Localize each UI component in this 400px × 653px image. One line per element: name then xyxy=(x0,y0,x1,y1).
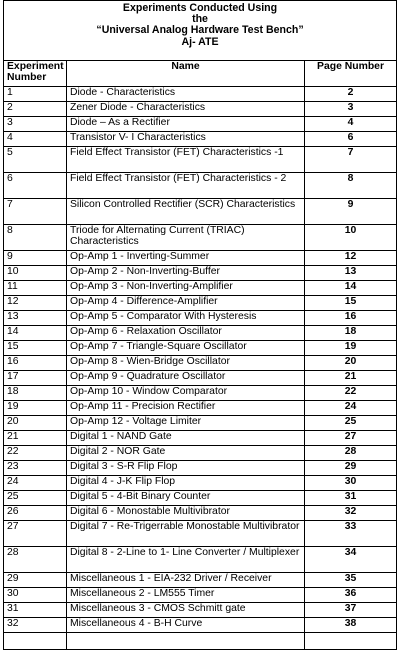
experiment-name-cell: Digital 1 - NAND Gate xyxy=(67,431,305,446)
experiment-name-cell: Miscellaneous 1 - EIA-232 Driver / Receiver xyxy=(67,573,305,588)
table-row xyxy=(4,476,397,491)
experiment-number-cell: 30 xyxy=(4,588,67,603)
experiment-number-cell: 22 xyxy=(4,446,67,461)
page-number-cell: 29 xyxy=(305,461,397,476)
experiment-name-cell: Op-Amp 5 - Comparator With Hysteresis xyxy=(67,311,305,326)
experiment-number-cell: 16 xyxy=(4,356,67,371)
table-row xyxy=(4,416,397,431)
table-row xyxy=(4,547,397,573)
table-row xyxy=(4,371,397,386)
page-number-cell: 21 xyxy=(305,371,397,386)
page-number-cell: 12 xyxy=(305,251,397,266)
table-row xyxy=(4,431,397,446)
experiment-name-cell: Op-Amp 3 - Non-Inverting-Amplifier xyxy=(67,281,305,296)
page-number-cell: 36 xyxy=(305,588,397,603)
table-row xyxy=(4,87,397,102)
experiment-number-cell: 12 xyxy=(4,296,67,311)
table-row xyxy=(4,311,397,326)
experiment-number-cell: 25 xyxy=(4,491,67,506)
page-number-cell: 13 xyxy=(305,266,397,281)
experiment-name-cell: Digital 3 - S-R Flip Flop xyxy=(67,461,305,476)
experiment-name-cell: Transistor V- I Characteristics xyxy=(67,132,305,147)
experiment-number-cell: 6 xyxy=(4,173,67,199)
experiment-number-cell: 2 xyxy=(4,102,67,117)
page-number-cell: 18 xyxy=(305,326,397,341)
experiment-number-cell: 11 xyxy=(4,281,67,296)
table-row xyxy=(4,117,397,132)
page-number-cell: 37 xyxy=(305,603,397,618)
experiments-table xyxy=(3,0,397,650)
experiment-name-cell: Op-Amp 7 - Triangle-Square Oscillator xyxy=(67,341,305,356)
experiment-name-cell: Miscellaneous 3 - CMOS Schmitt gate xyxy=(67,603,305,618)
experiment-number-cell: 19 xyxy=(4,401,67,416)
table-row xyxy=(4,132,397,147)
page-number-cell: 2 xyxy=(305,87,397,102)
page-number-cell: 33 xyxy=(305,521,397,547)
title-line: Aj- ATE xyxy=(181,35,219,48)
table-row xyxy=(4,386,397,401)
header-experiment-number: Experiment Number xyxy=(4,61,67,87)
experiment-name-cell: Zener Diode - Characteristics xyxy=(67,102,305,117)
empty-row xyxy=(4,633,397,650)
page-number-cell: 16 xyxy=(305,311,397,326)
experiment-number-cell: 8 xyxy=(4,225,67,251)
table-row xyxy=(4,281,397,296)
page-number-cell: 7 xyxy=(305,147,397,173)
table-row xyxy=(4,266,397,281)
page-number-cell: 30 xyxy=(305,476,397,491)
title-row xyxy=(4,1,397,61)
table-row xyxy=(4,521,397,547)
experiment-name-cell: Digital 7 - Re-Trigerrable Monostable Multivibrator xyxy=(67,521,305,547)
experiment-name-cell: Op-Amp 4 - Difference-Amplifier xyxy=(67,296,305,311)
page-number-cell: 24 xyxy=(305,401,397,416)
experiment-name-cell: Triode for Alternating Current (TRIAC) Characteristics xyxy=(67,225,305,251)
experiment-number-cell: 32 xyxy=(4,618,67,633)
table-row xyxy=(4,506,397,521)
page-number-cell: 38 xyxy=(305,618,397,633)
experiment-name-cell: Diode - Characteristics xyxy=(67,87,305,102)
experiment-name-cell: Digital 2 - NOR Gate xyxy=(67,446,305,461)
page-number-cell: 34 xyxy=(305,547,397,573)
experiment-number-cell: 24 xyxy=(4,476,67,491)
table-row xyxy=(4,341,397,356)
table-row xyxy=(4,199,397,225)
page-number-cell: 4 xyxy=(305,117,397,132)
experiment-name-cell: Op-Amp 9 - Quadrature Oscillator xyxy=(67,371,305,386)
table-row xyxy=(4,356,397,371)
experiment-name-cell: Op-Amp 6 - Relaxation Oscillator xyxy=(67,326,305,341)
header-name: Name xyxy=(67,61,305,87)
experiment-number-cell: 20 xyxy=(4,416,67,431)
experiment-number-cell: 15 xyxy=(4,341,67,356)
experiment-name-cell: Field Effect Transistor (FET) Characteristics -1 xyxy=(67,147,305,173)
page-number-cell: 31 xyxy=(305,491,397,506)
page-number-cell: 14 xyxy=(305,281,397,296)
table-row xyxy=(4,491,397,506)
experiment-number-cell: 10 xyxy=(4,266,67,281)
table-row xyxy=(4,461,397,476)
table-row xyxy=(4,618,397,633)
experiment-name-cell: Op-Amp 11 - Precision Rectifier xyxy=(67,401,305,416)
page-number-cell: 27 xyxy=(305,431,397,446)
table-row xyxy=(4,573,397,588)
experiment-number-cell: 3 xyxy=(4,117,67,132)
header-page-number: Page Number xyxy=(305,61,397,87)
title-line: “Universal Analog Hardware Test Bench” xyxy=(96,24,304,37)
experiment-name-cell: Digital 8 - 2-Line to 1- Line Converter / Multiplexer xyxy=(67,547,305,573)
experiment-number-cell: 27 xyxy=(4,521,67,547)
title-line: Experiments Conducted Using xyxy=(122,2,278,14)
experiment-number-cell: 31 xyxy=(4,603,67,618)
experiment-number-cell: 4 xyxy=(4,132,67,147)
experiment-name-cell: Miscellaneous 2 - LM555 Timer xyxy=(67,588,305,603)
page-number-cell: 19 xyxy=(305,341,397,356)
experiment-name-cell: Digital 4 - J-K Flip Flop xyxy=(67,476,305,491)
table-row xyxy=(4,225,397,251)
table-row xyxy=(4,102,397,117)
page-number-cell: 32 xyxy=(305,506,397,521)
experiment-name-cell: Op-Amp 2 - Non-Inverting-Buffer xyxy=(67,266,305,281)
experiment-number-cell: 28 xyxy=(4,547,67,573)
page-number-cell: 9 xyxy=(305,199,397,225)
table-row xyxy=(4,173,397,199)
page-number-cell: 6 xyxy=(305,132,397,147)
page-number-cell: 15 xyxy=(305,296,397,311)
experiment-name-cell: Op-Amp 10 - Window Comparator xyxy=(67,386,305,401)
experiment-number-cell: 21 xyxy=(4,431,67,446)
experiment-name-cell: Silicon Controlled Rectifier (SCR) Characteristics xyxy=(67,199,305,225)
table-row xyxy=(4,588,397,603)
table-row xyxy=(4,296,397,311)
experiment-name-cell: Digital 5 - 4-Bit Binary Counter xyxy=(67,491,305,506)
table-row xyxy=(4,326,397,341)
empty-cell xyxy=(4,633,67,650)
experiment-number-cell: 13 xyxy=(4,311,67,326)
experiment-name-cell: Op-Amp 8 - Wien-Bridge Oscillator xyxy=(67,356,305,371)
table-row xyxy=(4,446,397,461)
table-row xyxy=(4,147,397,173)
experiment-name-cell: Diode – As a Rectifier xyxy=(67,117,305,132)
experiment-number-cell: 18 xyxy=(4,386,67,401)
experiment-number-cell: 23 xyxy=(4,461,67,476)
experiment-number-cell: 5 xyxy=(4,147,67,173)
page-number-cell: 8 xyxy=(305,173,397,199)
experiment-name-cell: Op-Amp 12 - Voltage Limiter xyxy=(67,416,305,431)
page-number-cell: 22 xyxy=(305,386,397,401)
experiment-number-cell: 9 xyxy=(4,251,67,266)
table-row xyxy=(4,401,397,416)
page-number-cell: 3 xyxy=(305,102,397,117)
experiment-number-cell: 1 xyxy=(4,87,67,102)
experiment-name-cell: Miscellaneous 4 - B-H Curve xyxy=(67,618,305,633)
experiment-number-cell: 14 xyxy=(4,326,67,341)
page-number-cell: 10 xyxy=(305,225,397,251)
experiment-name-cell: Op-Amp 1 - Inverting-Summer xyxy=(67,251,305,266)
empty-cell xyxy=(305,633,397,650)
page-number-cell: 20 xyxy=(305,356,397,371)
page-number-cell: 25 xyxy=(305,416,397,431)
title-line: the xyxy=(192,13,208,26)
header-row xyxy=(4,61,397,87)
document-title xyxy=(4,1,397,61)
experiment-name-cell: Field Effect Transistor (FET) Characteristics - 2 xyxy=(67,173,305,199)
page-number-cell: 28 xyxy=(305,446,397,461)
table-row xyxy=(4,603,397,618)
experiment-name-cell: Digital 6 - Monostable Multivibrator xyxy=(67,506,305,521)
experiment-number-cell: 17 xyxy=(4,371,67,386)
table-row xyxy=(4,251,397,266)
empty-cell xyxy=(67,633,305,650)
experiment-number-cell: 29 xyxy=(4,573,67,588)
experiment-number-cell: 7 xyxy=(4,199,67,225)
page-number-cell: 35 xyxy=(305,573,397,588)
experiment-number-cell: 26 xyxy=(4,506,67,521)
